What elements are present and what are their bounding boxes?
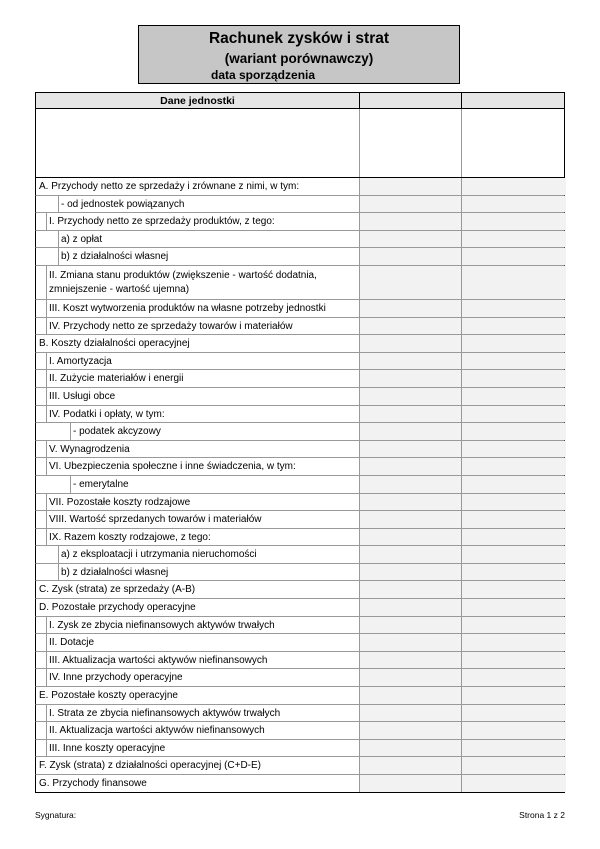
table-row — [35, 599, 565, 617]
value-cell-previous — [461, 248, 566, 265]
value-cell-previous — [461, 599, 566, 616]
indent-guide — [46, 318, 47, 335]
value-cell-current — [359, 388, 461, 405]
table-row — [35, 458, 565, 476]
table-row — [35, 213, 565, 231]
value-cell-current — [359, 370, 461, 387]
indent-guide — [46, 652, 47, 669]
row-label: II. Aktualizacja wartości aktywów niefinansowych — [49, 725, 265, 737]
row-label: a) z opłat — [61, 233, 103, 245]
indent-guide — [46, 617, 47, 634]
value-cell-current — [359, 740, 461, 757]
row-label: D. Pozostałe przychody operacyjne — [39, 602, 196, 614]
value-cell-previous — [461, 634, 566, 651]
page-number: Strona 1 z 2 — [519, 810, 565, 820]
value-cell-current — [359, 494, 461, 511]
table-row — [35, 740, 565, 758]
page-subtitle: (wariant porównawczy) — [224, 51, 374, 66]
row-label: IV. Przychody netto ze sprzedaży towarów i materiałów — [49, 320, 293, 332]
row-label: III. Aktualizacja wartości aktywów niefinansowych — [49, 654, 268, 666]
row-label: F. Zysk (strata) z działalności operacyjnej (C+D-E) — [39, 760, 262, 772]
row-label: I. Amortyzacja — [49, 355, 112, 367]
table-row — [35, 266, 565, 300]
value-cell-current — [359, 248, 461, 265]
page-title: Rachunek zysków i strat — [208, 30, 390, 47]
table-row — [35, 196, 565, 214]
row-label: II. Zmiana stanu produktów (zwiększenie - wartość dodatnia, zmniejszenie - wartość ujemna) — [49, 269, 317, 295]
table-row — [35, 617, 565, 635]
value-cell-current — [359, 599, 461, 616]
value-cell-previous — [461, 423, 566, 440]
row-label: III. Inne koszty operacyjne — [49, 742, 166, 754]
indent-guide — [46, 722, 47, 739]
row-label: IV. Inne przychody operacyjne — [49, 672, 183, 684]
value-cell-previous — [461, 476, 566, 493]
value-cell-previous — [461, 441, 566, 458]
value-cell-current — [359, 441, 461, 458]
value-cell-previous — [461, 196, 566, 213]
value-cell-current — [359, 196, 461, 213]
value-cell-previous — [461, 740, 566, 757]
indent-guide — [46, 494, 47, 511]
value-cell-current — [359, 687, 461, 704]
row-label: III. Usługi obce — [49, 390, 116, 402]
row-label: VII. Pozostałe koszty rodzajowe — [49, 496, 191, 508]
row-label: E. Pozostałe koszty operacyjne — [39, 690, 178, 702]
value-cell-previous — [461, 335, 566, 352]
indent-guide — [58, 231, 59, 248]
value-cell-current — [359, 564, 461, 581]
value-cell-current — [359, 652, 461, 669]
value-cell-current — [359, 546, 461, 563]
table-row — [35, 335, 565, 353]
indent-guide — [46, 705, 47, 722]
table-row — [35, 546, 565, 564]
value-cell-current — [359, 617, 461, 634]
indent-guide — [46, 353, 47, 370]
value-cell-current — [359, 757, 461, 774]
table-row — [35, 231, 565, 249]
value-cell-previous — [461, 617, 566, 634]
table-row — [35, 669, 565, 687]
value-cell-current — [359, 705, 461, 722]
indent-guide — [58, 196, 59, 213]
row-label: I. Przychody netto ze sprzedaży produktów, z tego: — [49, 216, 275, 228]
value-cell-current — [359, 231, 461, 248]
row-label: a) z eksploatacji i utrzymania nieruchomości — [61, 549, 257, 561]
row-label: I. Zysk ze zbycia niefinansowych aktywów trwałych — [49, 619, 275, 631]
indent-guide — [46, 441, 47, 458]
indent-guide — [70, 476, 71, 493]
indent-guide — [46, 634, 47, 651]
value-cell-previous — [461, 231, 566, 248]
indent-guide — [46, 300, 47, 317]
value-cell-previous — [461, 318, 566, 335]
column-divider — [461, 109, 462, 177]
table-row — [35, 722, 565, 740]
value-cell-current — [359, 634, 461, 651]
entity-data-area — [35, 109, 565, 178]
table-row — [35, 423, 565, 441]
table-row — [35, 705, 565, 723]
table-row — [35, 511, 565, 529]
value-cell-previous — [461, 388, 566, 405]
value-cell-current — [359, 458, 461, 475]
value-cell-current — [359, 511, 461, 528]
table-row — [35, 757, 565, 775]
title-box — [138, 25, 460, 84]
row-label: VI. Ubezpieczenia społeczne i inne świadczenia, w tym: — [49, 461, 296, 473]
indent-guide — [46, 740, 47, 757]
value-cell-current — [359, 669, 461, 686]
value-cell-current — [359, 476, 461, 493]
table-row — [35, 406, 565, 424]
value-cell-previous — [461, 775, 566, 792]
value-cell-previous — [461, 722, 566, 739]
value-cell-previous — [461, 757, 566, 774]
value-cell-previous — [461, 406, 566, 423]
table-row — [35, 370, 565, 388]
row-label: G. Przychody finansowe — [39, 778, 147, 789]
indent-guide — [46, 669, 47, 686]
value-cell-previous — [461, 529, 566, 546]
row-label: V. Wynagrodzenia — [49, 443, 130, 455]
row-label: IX. Razem koszty rodzajowe, z tego: — [49, 531, 211, 543]
indent-guide — [46, 406, 47, 423]
value-cell-previous — [461, 266, 566, 299]
indent-guide — [58, 248, 59, 265]
date-label: data sporządzenia — [211, 68, 316, 82]
value-cell-current — [359, 178, 461, 195]
value-cell-current — [359, 775, 461, 792]
income-statement-table — [35, 92, 565, 793]
indent-guide — [58, 564, 59, 581]
value-cell-current — [359, 300, 461, 317]
row-label: - od jednostek powiązanych — [61, 198, 185, 210]
value-cell-previous — [461, 458, 566, 475]
row-label: III. Koszt wytworzenia produktów na własne potrzeby jednostki — [49, 302, 326, 314]
row-label: C. Zysk (strata) ze sprzedaży (A-B) — [39, 584, 196, 596]
value-cell-current — [359, 529, 461, 546]
indent-guide — [46, 458, 47, 475]
value-cell-current — [359, 581, 461, 598]
indent-guide — [46, 388, 47, 405]
table-row — [35, 494, 565, 512]
row-label: - emerytalne — [73, 478, 129, 490]
signature-label: Sygnatura: — [35, 810, 77, 820]
value-cell-previous — [461, 581, 566, 598]
row-label: I. Strata ze zbycia niefinansowych aktywów trwałych — [49, 707, 281, 719]
table-row — [35, 318, 565, 336]
value-cell-previous — [461, 353, 566, 370]
indent-guide — [46, 266, 47, 299]
row-label: VIII. Wartość sprzedanych towarów i materiałów — [49, 514, 262, 526]
table-row — [35, 353, 565, 371]
value-cell-previous — [461, 564, 566, 581]
indent-guide — [46, 370, 47, 387]
row-label: IV. Podatki i opłaty, w tym: — [49, 408, 165, 420]
table-row — [35, 300, 565, 318]
value-cell-previous — [461, 370, 566, 387]
value-cell-current — [359, 213, 461, 230]
table-row — [35, 178, 565, 196]
indent-guide — [46, 213, 47, 230]
indent-guide — [46, 511, 47, 528]
value-cell-previous — [461, 213, 566, 230]
indent-guide — [46, 529, 47, 546]
value-cell-current — [359, 318, 461, 335]
value-cell-previous — [461, 705, 566, 722]
value-cell-current — [359, 722, 461, 739]
row-label: B. Koszty działalności operacyjnej — [39, 338, 190, 350]
table-row — [35, 581, 565, 599]
value-cell-previous — [461, 669, 566, 686]
table-row — [35, 248, 565, 266]
table-row — [35, 634, 565, 652]
table-row — [35, 564, 565, 582]
column-divider — [461, 93, 462, 108]
table-header-row — [35, 92, 565, 109]
column-divider — [359, 93, 360, 108]
column-divider — [359, 109, 360, 177]
table-row — [35, 687, 565, 705]
row-label: II. Dotacje — [49, 637, 95, 649]
row-label: - podatek akcyzowy — [73, 426, 161, 438]
value-cell-previous — [461, 687, 566, 704]
table-body — [35, 178, 565, 793]
value-cell-current — [359, 335, 461, 352]
value-cell-previous — [461, 178, 566, 195]
table-row — [35, 652, 565, 670]
table-row — [35, 775, 565, 793]
indent-guide — [58, 546, 59, 563]
row-label: b) z działalności własnej — [61, 566, 169, 578]
value-cell-previous — [461, 511, 566, 528]
value-cell-previous — [461, 494, 566, 511]
value-cell-previous — [461, 300, 566, 317]
table-row — [35, 476, 565, 494]
value-cell-current — [359, 266, 461, 299]
value-cell-current — [359, 423, 461, 440]
table-row — [35, 441, 565, 459]
table-row — [35, 388, 565, 406]
value-cell-current — [359, 353, 461, 370]
value-cell-previous — [461, 546, 566, 563]
table-header-label: Dane jednostki — [160, 95, 235, 107]
value-cell-previous — [461, 652, 566, 669]
table-row — [35, 529, 565, 547]
row-label: II. Zużycie materiałów i energii — [49, 373, 184, 385]
row-label: b) z działalności własnej — [61, 251, 169, 263]
value-cell-current — [359, 406, 461, 423]
indent-guide — [70, 423, 71, 440]
row-label: A. Przychody netto ze sprzedaży i zrównane z nimi, w tym: — [39, 181, 300, 192]
